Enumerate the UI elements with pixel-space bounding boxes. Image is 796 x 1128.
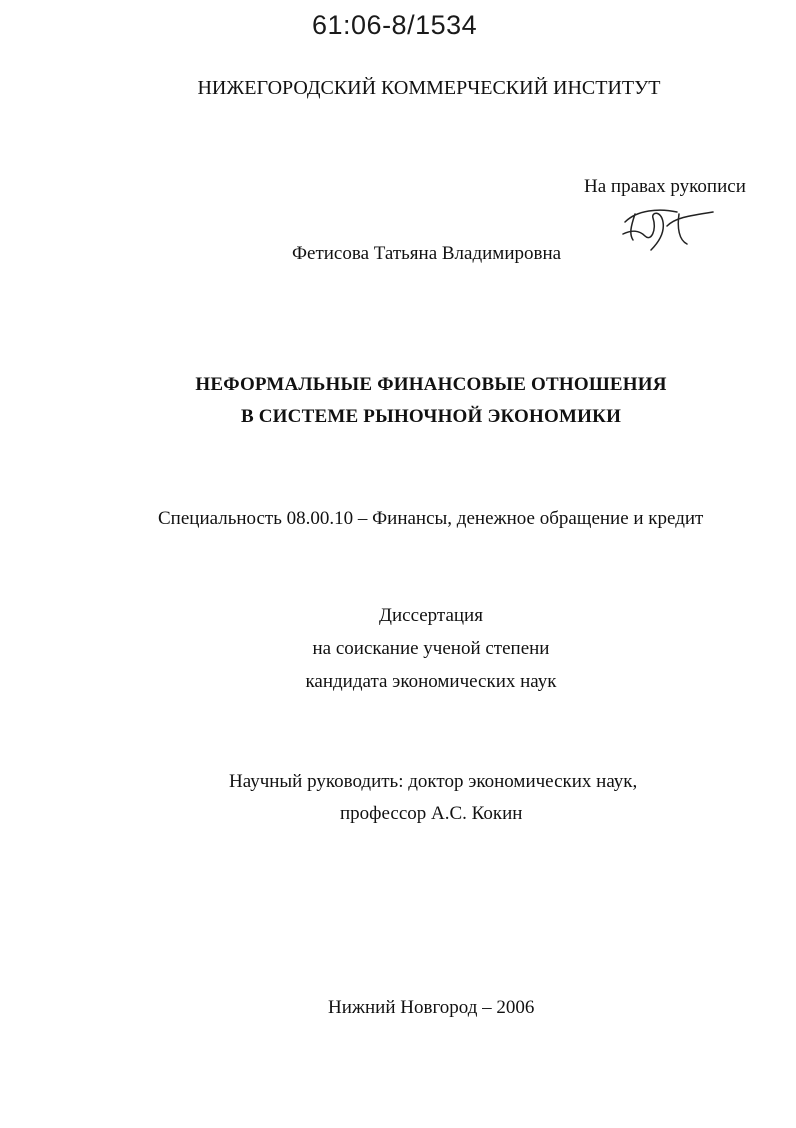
advisor-line: Научный руководить: доктор экономических наук,	[229, 771, 638, 792]
specialty: Специальность 08.00.10 – Финансы, денежное обращение и кредит	[158, 508, 704, 529]
manuscript-note: На правах рукописи	[584, 176, 746, 197]
city-year: Нижний Новгород – 2006	[328, 997, 535, 1018]
thesis-type-line: Диссертация	[379, 605, 483, 626]
thesis-type-line: кандидата экономических наук	[305, 671, 557, 692]
institute-name: НИЖЕГОРОДСКИЙ КОММЕРЧЕСКИЙ ИНСТИТУТ	[197, 77, 661, 99]
author-name: Фетисова Татьяна Владимировна	[292, 243, 562, 264]
thesis-type-line: на соискание ученой степени	[312, 638, 550, 659]
dissertation-title-line: В СИСТЕМЕ РЫНОЧНОЙ ЭКОНОМИКИ	[240, 406, 622, 427]
handwritten-signature	[617, 200, 717, 252]
catalog-number: 61:06-8/1534	[312, 10, 478, 40]
advisor-line: профессор А.С. Кокин	[340, 803, 523, 824]
dissertation-title-line: НЕФОРМАЛЬНЫЕ ФИНАНСОВЫЕ ОТНОШЕНИЯ	[195, 374, 667, 395]
